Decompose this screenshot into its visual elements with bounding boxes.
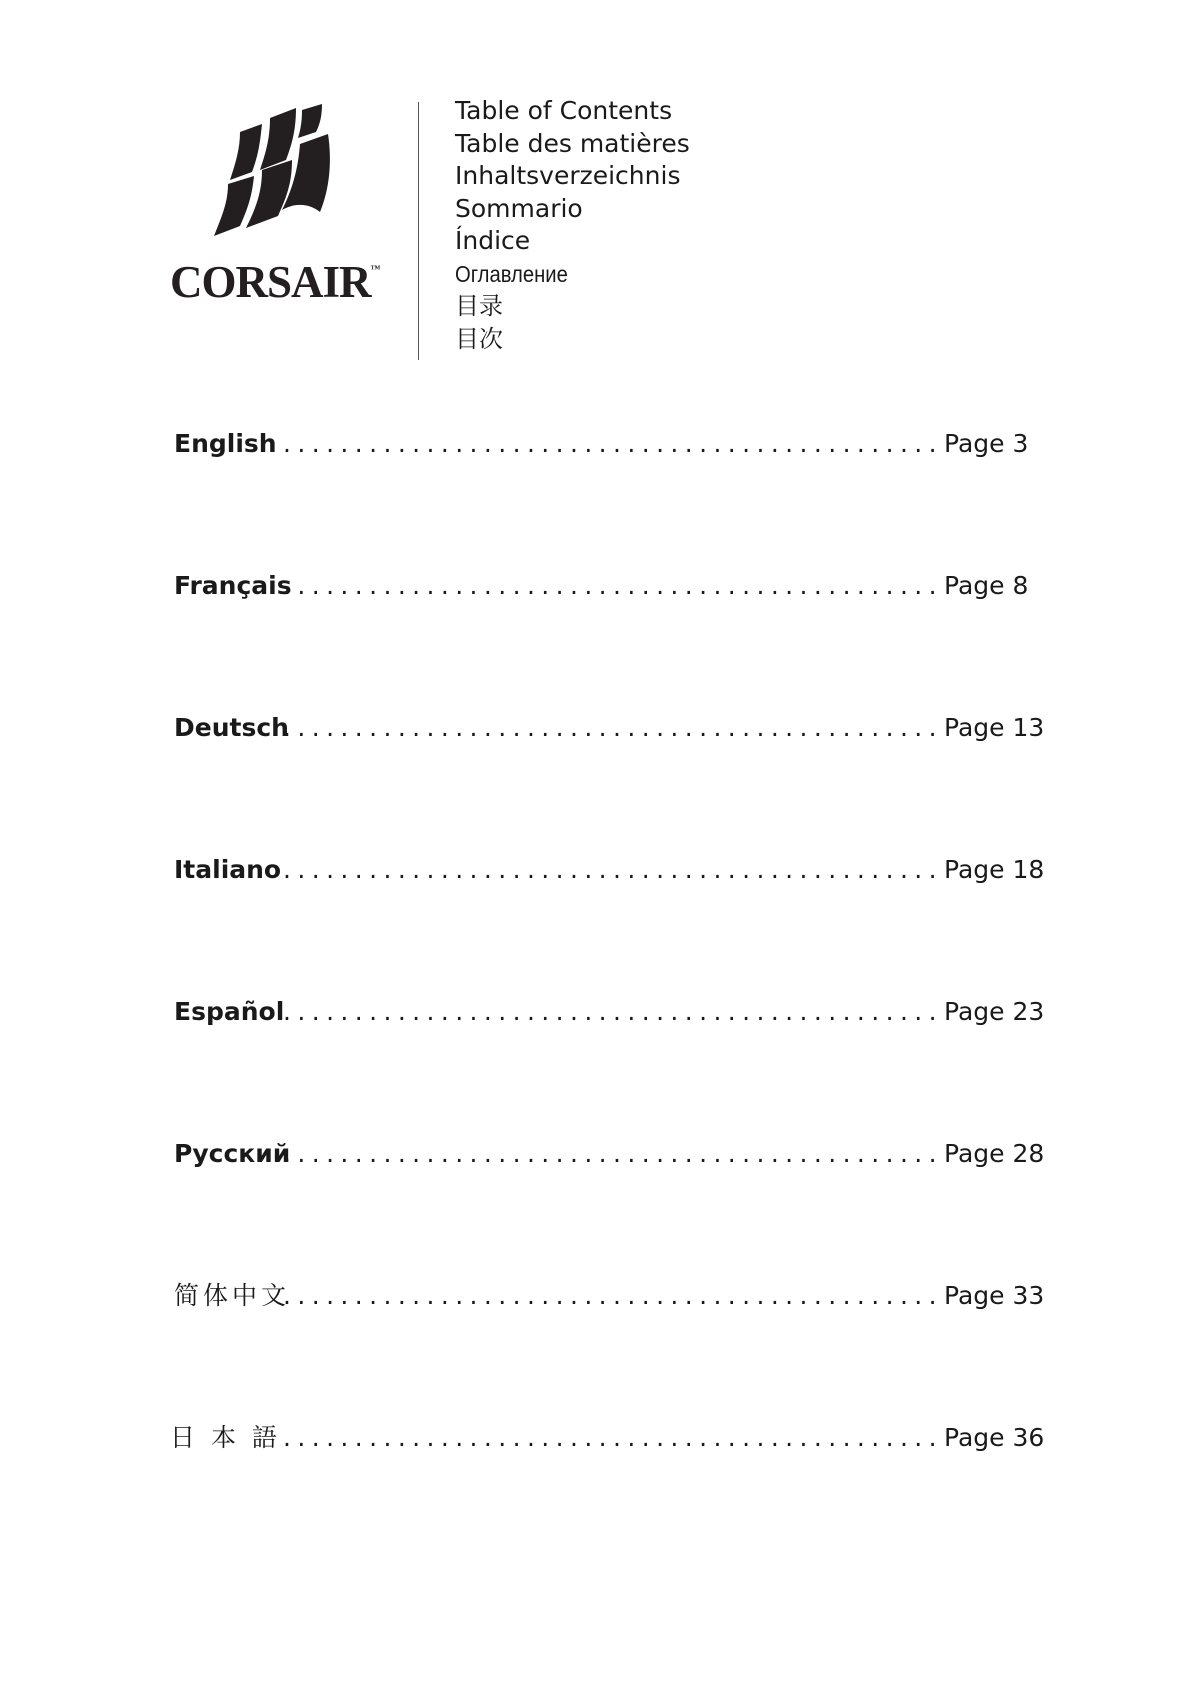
trademark-symbol: ™	[370, 264, 381, 275]
toc-title-es: Índice	[455, 226, 531, 255]
entry-leader-dots: ..............................................	[283, 1281, 943, 1310]
toc-title-en: Table of Contents	[455, 96, 673, 125]
entry-language: 日 本 語	[170, 1423, 281, 1452]
toc-title-zh: 目录	[455, 292, 503, 320]
toc-entry-english[interactable]	[174, 424, 1044, 464]
toc-entry-russian[interactable]	[174, 1134, 1044, 1174]
entry-leader-dots: ..............................................	[283, 997, 943, 1026]
toc-title-de: Inhaltsverzeichnis	[455, 161, 681, 190]
entry-leader-dots: ..............................................	[283, 571, 943, 600]
entry-page-number: Page 18	[944, 855, 1045, 884]
toc-entry-japanese[interactable]	[170, 1418, 1045, 1458]
entry-language: Русский	[174, 1139, 291, 1168]
entry-page-number: Page 36	[944, 1423, 1045, 1452]
entry-page-number: Page 8	[944, 571, 1029, 600]
entry-language: 简体中文	[174, 1281, 291, 1310]
entry-language: English	[174, 429, 277, 458]
entry-leader-dots: ..............................................	[283, 713, 943, 742]
toc-title-it: Sommario	[455, 193, 583, 223]
entry-leader-dots: ..............................................	[283, 1139, 943, 1168]
toc-title-fr: Table des matières	[455, 128, 690, 158]
corsair-wordmark-text: CORSAIR	[170, 257, 371, 307]
toc-entry-francais[interactable]	[174, 566, 1044, 606]
toc-entry-espanol[interactable]	[174, 992, 1044, 1032]
header-divider	[418, 102, 419, 360]
entry-page-number: Page 23	[944, 997, 1045, 1026]
entry-leader-dots: ..............................................	[283, 1423, 943, 1452]
toc-title-ja: 目次	[455, 324, 503, 353]
corsair-wordmark	[170, 256, 381, 308]
entry-language: Français	[174, 571, 292, 600]
entry-page-number: Page 13	[944, 713, 1045, 742]
entry-leader-dots: ..............................................	[283, 429, 943, 458]
corsair-logo	[170, 104, 380, 314]
entry-page-number: Page 33	[944, 1281, 1045, 1310]
toc-entry-chinese[interactable]	[174, 1276, 1044, 1316]
entry-language: Deutsch	[174, 713, 289, 742]
ship-sails-icon	[200, 104, 340, 248]
entry-language: Español	[174, 997, 285, 1026]
toc-entry-italiano[interactable]	[174, 850, 1044, 890]
toc-title-ru: Оглавление	[455, 260, 568, 287]
entry-page-number: Page 28	[944, 1139, 1045, 1168]
toc-entry-deutsch[interactable]	[174, 708, 1044, 748]
entry-language: Italiano	[174, 855, 282, 884]
toc-title-list	[455, 95, 690, 355]
entry-leader-dots: ..............................................	[283, 855, 943, 884]
entry-page-number: Page 3	[944, 429, 1029, 458]
